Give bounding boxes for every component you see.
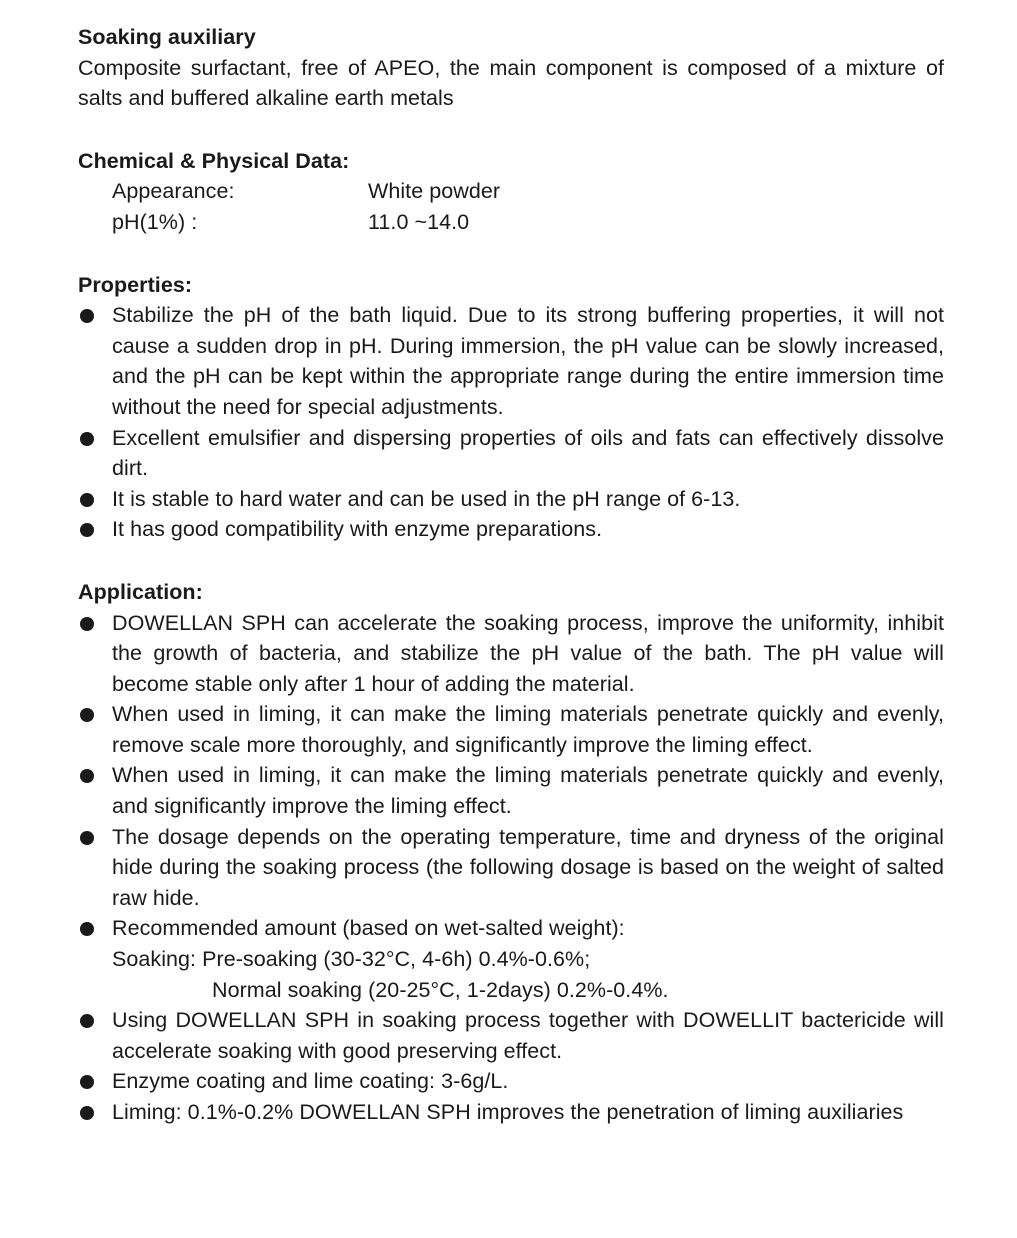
document-title: Soaking auxiliary <box>78 25 256 49</box>
list-item <box>78 514 944 545</box>
list-item <box>78 484 944 515</box>
list-item-text: Excellent emulsifier and dispersing properties of oils and fats can effectively dissolve dirt. <box>112 425 944 481</box>
properties-list <box>78 300 944 545</box>
bullet-icon <box>80 1014 94 1028</box>
list-item-text: Liming: 0.1%-0.2% DOWELLAN SPH improves the penetration of liming auxiliaries <box>112 1100 904 1124</box>
bullet-icon <box>80 1075 94 1089</box>
list-item <box>78 1005 944 1066</box>
list-item <box>78 1097 944 1128</box>
document <box>78 22 944 1128</box>
data-row-ph <box>78 207 944 238</box>
list-item-text: It has good compatibility with enzyme preparations. <box>112 517 603 542</box>
recommended-intro: Recommended amount (based on wet-salted weight): <box>112 916 625 941</box>
data-label: pH(1%) : <box>112 209 198 234</box>
bullet-icon <box>80 309 94 323</box>
application-list <box>78 608 944 1128</box>
bullet-icon <box>80 523 94 537</box>
properties-heading: Properties: <box>78 272 193 297</box>
list-item <box>78 822 944 914</box>
application-section <box>78 577 944 1128</box>
list-item-text: The dosage depends on the operating temperature, time and dryness of the original hide during the soaking process (the following dosage is based on the weight of salted raw hide. <box>112 824 944 910</box>
application-heading: Application: <box>78 579 203 604</box>
list-item <box>78 423 944 484</box>
list-item-text: Using DOWELLAN SPH in soaking process together with DOWELLIT bactericide will accelerate soaking with good preserving effect. <box>112 1008 944 1063</box>
list-item <box>78 608 944 700</box>
list-item-text: Stabilize the pH of the bath liquid. Due to its strong buffering properties, it will not cause a sudden drop in pH. During immersion, the pH value can be slowly increased, and the pH can be kept within the appropriate range during the entire immersion time without the need for special adjustments. <box>112 303 944 419</box>
product-description: Composite surfactant, free of APEO, the main component is composed of a mixture of salts and buffered alkaline earth metals <box>78 55 944 111</box>
recommended-soaking-line: Soaking: Pre-soaking (30-32°C, 4-6h) 0.4%-0.6%; <box>112 947 591 972</box>
bullet-icon <box>80 493 94 507</box>
bullet-icon <box>80 432 94 446</box>
list-item <box>78 1066 944 1097</box>
bullet-icon <box>80 831 94 845</box>
list-item <box>78 760 944 821</box>
list-item-text: Enzyme coating and lime coating: 3-6g/L. <box>112 1069 509 1094</box>
recommended-normal-line: Normal soaking (20-25°C, 1-2days) 0.2%-0.4%. <box>212 977 669 1002</box>
list-item-text: DOWELLAN SPH can accelerate the soaking process, improve the uniformity, inhibit the growth of bacteria, and stabilize the pH value of the bath. The pH value will become stable only after 1 hour of adding the material. <box>112 610 944 696</box>
data-value: White powder <box>368 179 501 204</box>
data-row-appearance <box>78 176 944 207</box>
list-item <box>78 699 944 760</box>
properties-section <box>78 270 944 545</box>
bullet-icon <box>80 708 94 722</box>
chemical-physical-section <box>78 146 944 238</box>
bullet-icon <box>80 922 94 936</box>
list-item-text: When used in liming, it can make the liming materials penetrate quickly and evenly, remove scale more thoroughly, and significantly improve the liming effect. <box>112 702 944 757</box>
data-value: 11.0 ~14.0 <box>368 209 470 234</box>
list-item-text: It is stable to hard water and can be used in the pH range of 6-13. <box>112 486 741 511</box>
list-item <box>78 300 944 422</box>
bullet-icon <box>80 1106 94 1120</box>
bullet-icon <box>80 617 94 631</box>
list-item-recommended <box>78 913 944 1005</box>
list-item-text: When used in liming, it can make the liming materials penetrate quickly and evenly, and significantly improve the liming effect. <box>112 763 944 819</box>
chemical-heading: Chemical & Physical Data: <box>78 148 350 173</box>
bullet-icon <box>80 769 94 783</box>
data-label: Appearance: <box>112 179 235 204</box>
